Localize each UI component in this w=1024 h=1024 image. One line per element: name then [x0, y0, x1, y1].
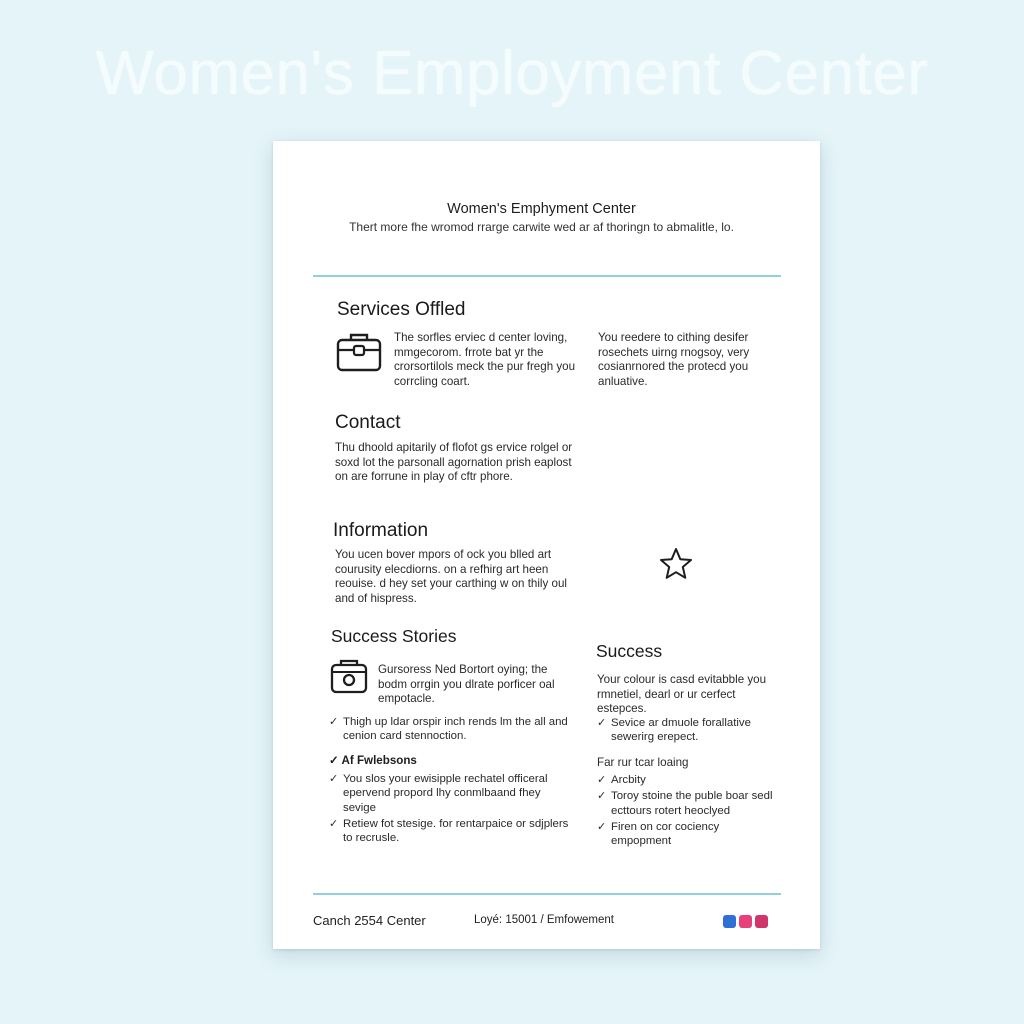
list-item: ✓ Retiew fot stesige. for rentarpaice or sdjplers to recrusle. — [329, 817, 569, 845]
social-media-icon[interactable] — [755, 915, 768, 928]
footer-divider — [313, 893, 781, 895]
social-icons — [720, 915, 768, 933]
services-text-left: The sorfles erviec d center loving, mmgecorom. frrote bat yr the crorsortilols meck the pur fregh you corrcling coart. — [394, 331, 576, 388]
instagram-icon[interactable] — [739, 915, 752, 928]
flyer-document — [273, 141, 820, 949]
background-title: Women's Employment Center — [95, 39, 929, 108]
information-heading: Information — [333, 520, 429, 541]
success-stories-subheading: ✓ Af Fwlebsons — [329, 754, 417, 767]
success-intro: Your colour is casd evitabble you rmnetiel, dearl or ur cerfect estepces. — [597, 673, 767, 715]
success-stories-list — [329, 715, 569, 746]
success-stories-intro: Gursoress Ned Bortort oying; the bodm orrgin you dlrate porficer oal empotacle. — [378, 663, 555, 705]
success-heading: Success — [596, 641, 663, 661]
success-subheading: Far rur tcar loaing — [597, 756, 689, 769]
list-item: ✓ Firen on cor cociency empopment — [597, 820, 720, 848]
footer-left-text: Canch 2554 Center — [313, 913, 426, 928]
flyer-tagline: Thert more fhe wromod rrarge carwite wed ar af thoringn to abmalitle, lo. — [349, 220, 734, 234]
list-item: ✓ Sevice ar dmuole forallative sewerirg erepect. — [597, 717, 751, 744]
check-icon: ✓ — [329, 716, 339, 728]
check-icon: ✓ — [597, 790, 607, 803]
list-item: ✓ You slos your ewisipple rechatel officeral epervend propord lhy conmlbaand fhey sevige — [329, 773, 548, 814]
success-list-2 — [597, 773, 782, 850]
star-icon — [658, 546, 694, 582]
services-text-right: You reedere to cithing desifer rosechets uirng rnogsoy, very cosianrnored the protecd you anluative. — [598, 331, 750, 388]
contact-heading: Contact — [335, 412, 401, 433]
flyer-title: Women's Emphyment Center — [447, 201, 636, 217]
footer-middle-text: Loyé: 15001 / Emfowement — [474, 914, 614, 926]
list-item: ✓ Toroy stoine the puble boar sedl ecttours rotert heoclyed — [597, 790, 773, 817]
check-icon: ✓ — [597, 717, 607, 729]
header-divider — [313, 275, 781, 277]
check-icon: ✓ — [329, 754, 342, 767]
check-icon: ✓ — [329, 817, 339, 830]
information-text: You ucen bover mpors of ock you blled art courusity elecdiorns. on a refhirg art heen reouise. d hey set your carthing w on thily oul and of hispress. — [335, 548, 567, 605]
check-icon: ✓ — [329, 773, 339, 785]
success-list — [597, 716, 782, 747]
success-stories-heading: Success Stories — [331, 626, 457, 646]
contact-text: Thu dhoold apitarily of flofot gs ervice rolgel or soxd lot the parsonall agornation prish eaplost on are forrune in play of cftr phore. — [335, 441, 573, 483]
success-stories-list-2 — [329, 772, 569, 847]
camera-icon — [329, 656, 369, 696]
list-item: ✓ Arcbity — [597, 774, 646, 786]
check-icon: ✓ — [597, 774, 607, 786]
facebook-icon[interactable] — [723, 915, 736, 928]
services-heading: Services Offled — [337, 299, 466, 320]
list-item: ✓ Thigh up ldar orspir inch rends lm the all and cenion card stennoction. — [329, 716, 568, 743]
check-icon: ✓ — [597, 820, 607, 833]
briefcase-icon — [335, 331, 383, 375]
